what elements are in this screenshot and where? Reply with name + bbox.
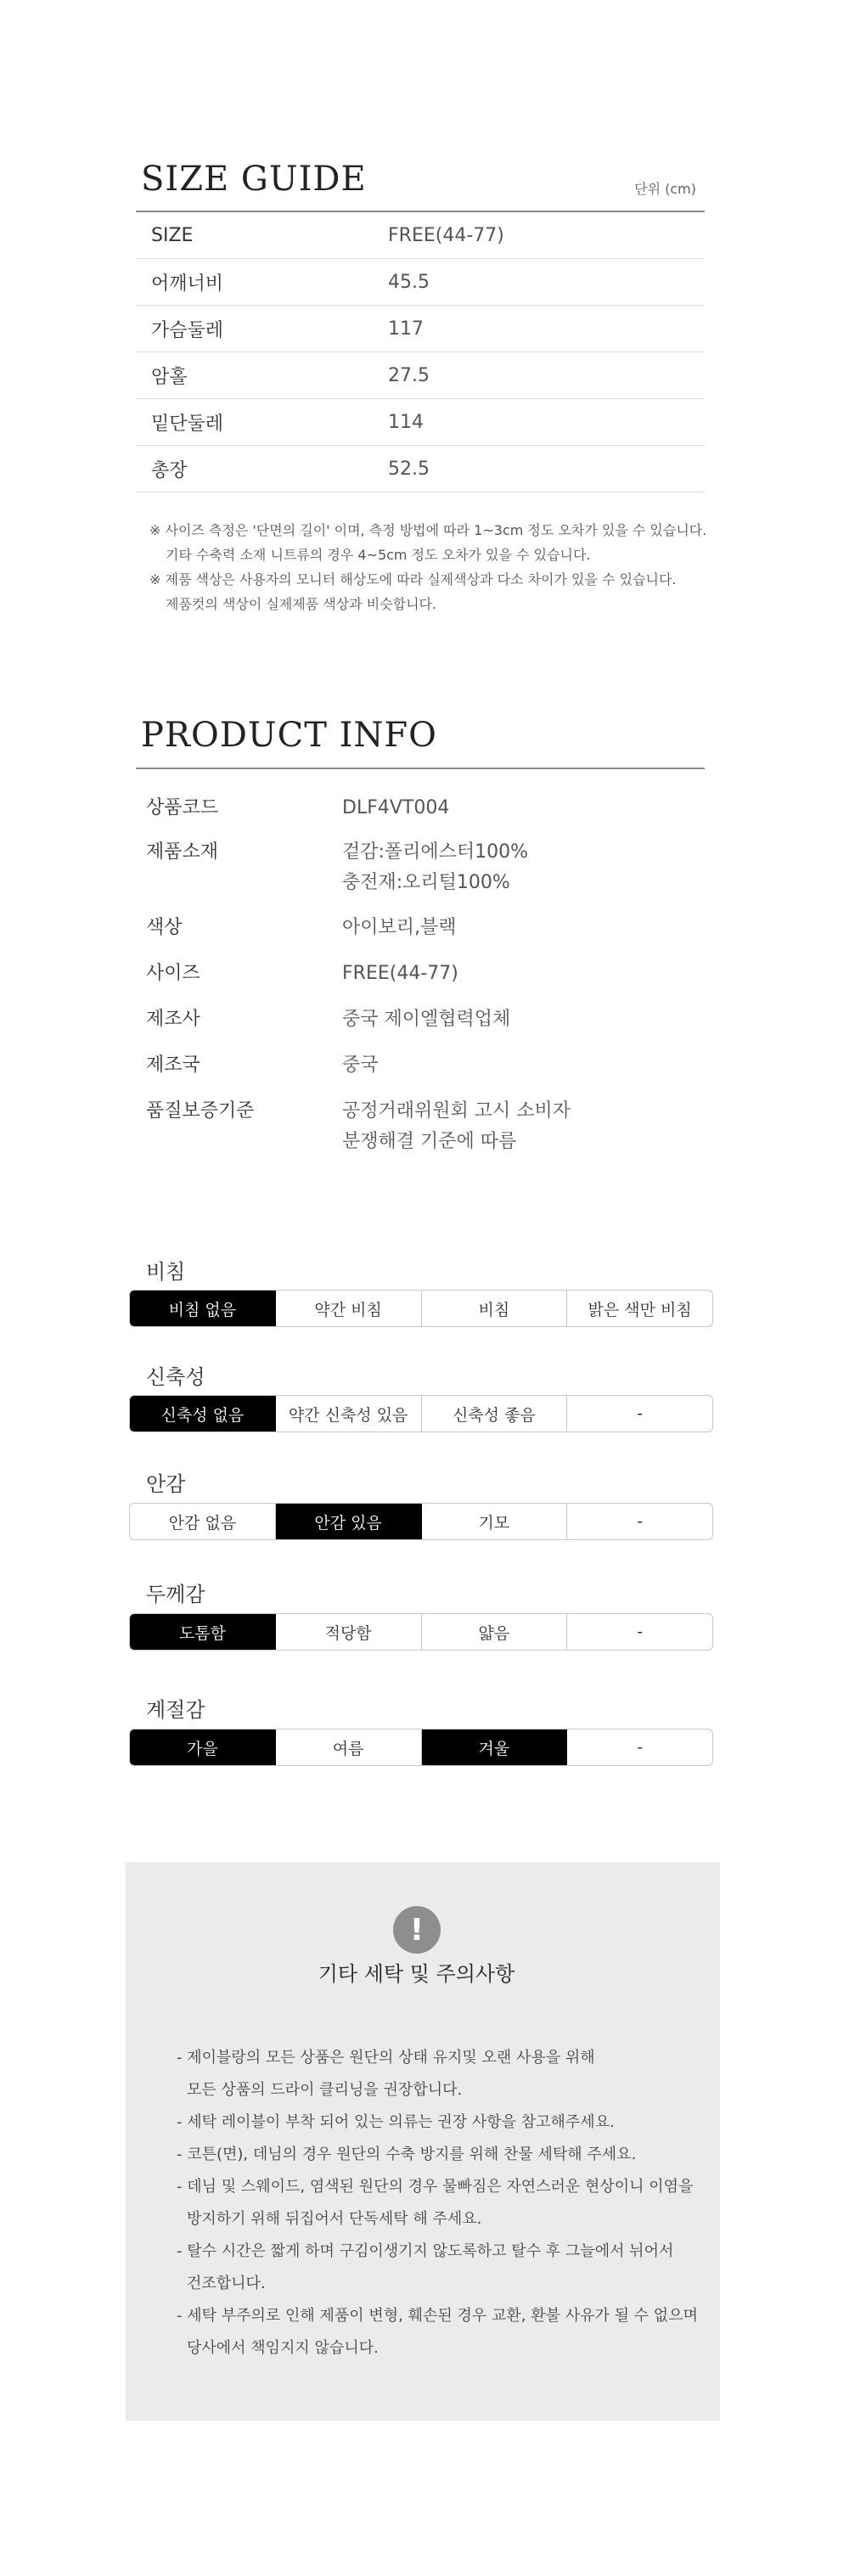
care-line: - 코튼(면), 데님의 경우 원단의 수축 방지를 위해 찬물 세탁해 주세요. bbox=[177, 2146, 637, 2163]
care-line: 방지하기 위해 뒤집어서 단독세탁 해 주세요. bbox=[187, 2210, 482, 2228]
size-row-hem bbox=[136, 399, 705, 446]
thickness-option: 적당함 bbox=[276, 1614, 422, 1650]
size-label: SIZE bbox=[151, 224, 194, 246]
season-option: - bbox=[637, 1738, 644, 1757]
info-value: 중국 bbox=[342, 1055, 379, 1076]
info-value: 공정거래위원회 고시 소비자 분쟁해결 기준에 따름 bbox=[342, 1100, 571, 1152]
info-value: 중국 제이엘협력업체 bbox=[342, 1009, 511, 1030]
sheer-option: 약간 비침 bbox=[276, 1291, 422, 1326]
size-guide-title: SIZE GUIDE bbox=[141, 160, 367, 199]
info-label: 제조사 bbox=[146, 1009, 200, 1030]
size-value: 45.5 bbox=[388, 271, 430, 293]
info-value: FREE(44-77) bbox=[342, 963, 458, 984]
season-options bbox=[129, 1729, 713, 1766]
note-line: ※ 제품 색상은 사용자의 모니터 해상도에 따라 실제색상과 다소 차이가 있을 수 있습니다. bbox=[149, 571, 677, 588]
attr-title-season: 계절감 bbox=[146, 1698, 205, 1722]
thickness-options bbox=[129, 1613, 713, 1651]
size-row-size bbox=[136, 212, 705, 259]
care-line: 건조합니다. bbox=[187, 2275, 266, 2292]
size-value: 114 bbox=[388, 411, 424, 433]
unit-label: 단위 (cm) bbox=[634, 181, 696, 197]
care-line: 모든 상품의 드라이 클리닝을 권장합니다. bbox=[187, 2081, 463, 2099]
care-line: - 세탁 부주의로 인해 제품이 변형, 훼손된 경우 교환, 환불 사유가 될 수 없으며 bbox=[177, 2307, 698, 2325]
info-value: DLF4VT004 bbox=[342, 797, 450, 818]
product-info-divider bbox=[136, 768, 705, 769]
info-label: 사이즈 bbox=[146, 963, 200, 984]
size-label: 밑단둘레 bbox=[151, 413, 224, 435]
stretch-options bbox=[129, 1395, 713, 1432]
stretch-option: 신축성 없음 bbox=[130, 1396, 276, 1431]
size-value: 27.5 bbox=[388, 364, 430, 386]
size-row-length bbox=[136, 446, 705, 492]
info-label: 색상 bbox=[146, 917, 183, 938]
stretch-option: 약간 신축성 있음 bbox=[276, 1396, 422, 1431]
note-line: 기타 수축력 소재 니트류의 경우 4~5cm 정도 오차가 있을 수 있습니다. bbox=[166, 547, 591, 563]
size-label: 암홀 bbox=[151, 366, 188, 388]
care-list bbox=[177, 2042, 698, 2365]
lining-option: - bbox=[637, 1512, 644, 1531]
attr-title-sheer: 비침 bbox=[146, 1260, 186, 1284]
note-line: 제품컷의 색상이 실제제품 색상과 비슷합니다. bbox=[166, 596, 437, 612]
exclamation-icon: ! bbox=[393, 1906, 441, 1954]
care-line: 당사에서 책임지지 않습니다. bbox=[187, 2339, 379, 2357]
sheer-option: 밝은 색만 비침 bbox=[588, 1300, 692, 1319]
care-line: - 탈수 시간은 짧게 하며 구김이생기지 않도록하고 탈수 후 그늘에서 뉘어서 bbox=[177, 2242, 674, 2260]
size-row-chest bbox=[136, 306, 705, 352]
note-line: ※ 사이즈 측정은 '단면의 길이' 이며, 측정 방법에 따라 1~3cm 정도 오차가 있을 수 있습니다. bbox=[149, 522, 707, 538]
size-label: 가슴둘레 bbox=[151, 319, 224, 341]
info-label: 상품코드 bbox=[146, 797, 219, 818]
attr-title-thickness: 두께감 bbox=[146, 1583, 205, 1606]
season-option: 겨울 bbox=[422, 1730, 568, 1765]
lining-option: 안감 없음 bbox=[130, 1504, 276, 1539]
size-row-armhole bbox=[136, 352, 705, 399]
season-option: 여름 bbox=[276, 1730, 422, 1765]
care-line: - 제이블랑의 모든 상품은 원단의 상태 유지및 오랜 사용을 위해 bbox=[177, 2049, 595, 2067]
info-label: 품질보증기준 bbox=[146, 1100, 255, 1122]
size-label: 어깨너비 bbox=[151, 273, 224, 295]
info-label: 제품소재 bbox=[146, 841, 219, 863]
lining-option: 안감 있음 bbox=[276, 1504, 422, 1539]
lining-options bbox=[129, 1503, 713, 1540]
thickness-option: 도톰함 bbox=[130, 1614, 276, 1650]
product-info-title: PRODUCT INFO bbox=[141, 716, 437, 755]
attr-title-lining: 안감 bbox=[146, 1472, 186, 1496]
care-title: 기타 세탁 및 주의사항 bbox=[318, 1962, 515, 1986]
stretch-option: 신축성 좋음 bbox=[422, 1396, 568, 1431]
thickness-option: - bbox=[637, 1623, 644, 1641]
care-line: - 데님 및 스웨이드, 염색된 원단의 경우 물빠짐은 자연스러운 현상이니 이염을 bbox=[177, 2178, 694, 2196]
thickness-option: 얇음 bbox=[422, 1614, 568, 1650]
care-notice-box bbox=[126, 1862, 720, 2421]
info-value: 겉감:폴리에스터100% 충전재:오리털100% bbox=[342, 841, 529, 893]
size-notes bbox=[149, 518, 706, 616]
lining-option: 기모 bbox=[422, 1504, 568, 1539]
sheer-option: 비침 bbox=[422, 1291, 568, 1326]
size-value: 117 bbox=[388, 318, 424, 340]
info-label: 제조국 bbox=[146, 1055, 200, 1076]
info-value: 아이보리,블랙 bbox=[342, 917, 457, 938]
size-value: 52.5 bbox=[388, 458, 430, 480]
attr-title-stretch: 신축성 bbox=[146, 1365, 205, 1389]
care-line: - 세탁 레이블이 부착 되어 있는 의류는 권장 사항을 참고해주세요. bbox=[177, 2113, 615, 2131]
size-label: 총장 bbox=[151, 459, 188, 481]
season-option: 가을 bbox=[130, 1730, 276, 1765]
stretch-option: - bbox=[637, 1404, 644, 1423]
sheer-options bbox=[129, 1290, 713, 1327]
sheer-option: 비침 없음 bbox=[130, 1291, 276, 1326]
size-value: FREE(44-77) bbox=[388, 224, 504, 246]
size-row-shoulder bbox=[136, 259, 705, 306]
